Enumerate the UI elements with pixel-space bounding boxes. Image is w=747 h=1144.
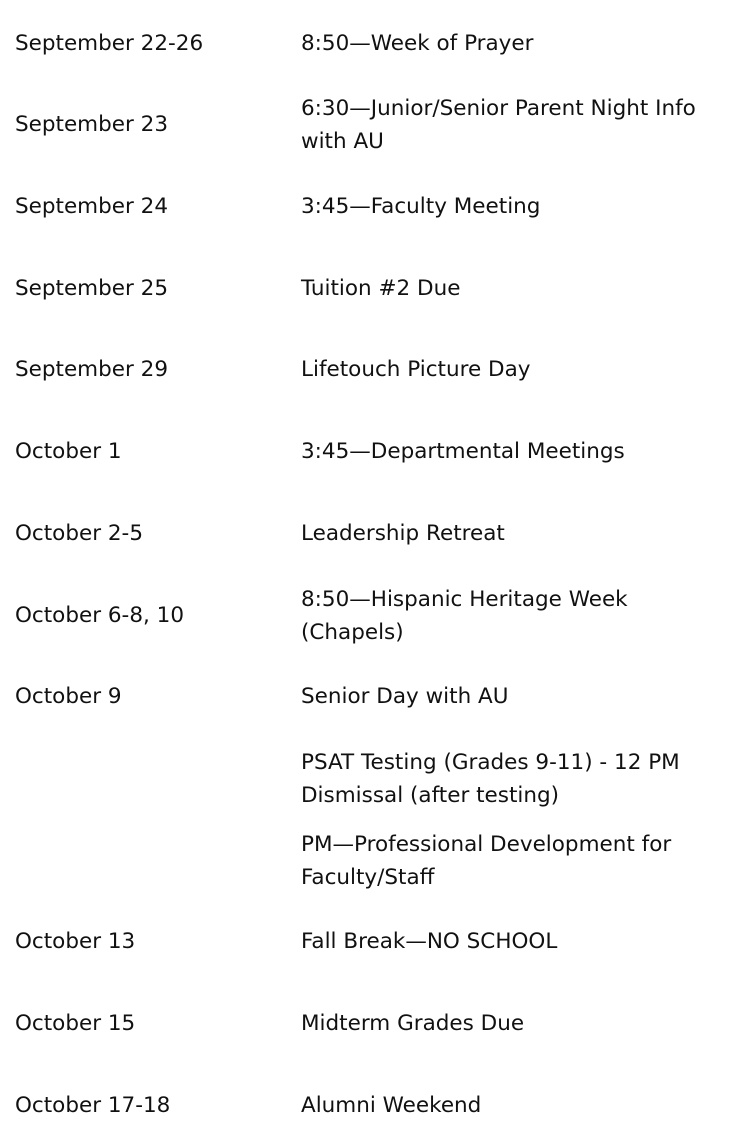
event-description: Fall Break—NO SCHOOL [301, 929, 558, 954]
event-description: 6:30—Junior/Senior Parent Night Info with AU [301, 96, 696, 154]
event-description: Lifetouch Picture Day [301, 357, 531, 382]
event-date: October 2-5 [15, 521, 143, 546]
event-date: September 22-26 [15, 31, 204, 56]
event-date: October 15 [15, 1011, 136, 1036]
event-description: Tuition #2 Due [301, 276, 461, 301]
event-date: September 25 [15, 276, 169, 301]
event-description: Alumni Weekend [301, 1093, 482, 1118]
event-description: 8:50—Hispanic Heritage Week (Chapels) [301, 587, 628, 645]
event-date: October 6-8, 10 [15, 603, 185, 628]
event-date: October 17-18 [15, 1093, 171, 1118]
event-date: September 23 [15, 112, 169, 137]
event-date: October 1 [15, 439, 122, 464]
event-date: September 24 [15, 194, 169, 219]
event-date: October 9 [15, 684, 122, 709]
event-date: September 29 [15, 357, 169, 382]
event-description: 8:50—Week of Prayer [301, 31, 534, 56]
event-description: PSAT Testing (Grades 9-11) - 12 PM Dismissal (after testing) [301, 750, 680, 808]
event-description: Midterm Grades Due [301, 1011, 525, 1036]
event-description: Leadership Retreat [301, 521, 505, 546]
event-description: 3:45—Departmental Meetings [301, 439, 625, 464]
event-description: PM—Professional Development for Faculty/Staff [301, 832, 672, 890]
event-date: October 13 [15, 929, 136, 954]
event-description: Senior Day with AU [301, 684, 509, 709]
event-description: 3:45—Faculty Meeting [301, 194, 541, 219]
